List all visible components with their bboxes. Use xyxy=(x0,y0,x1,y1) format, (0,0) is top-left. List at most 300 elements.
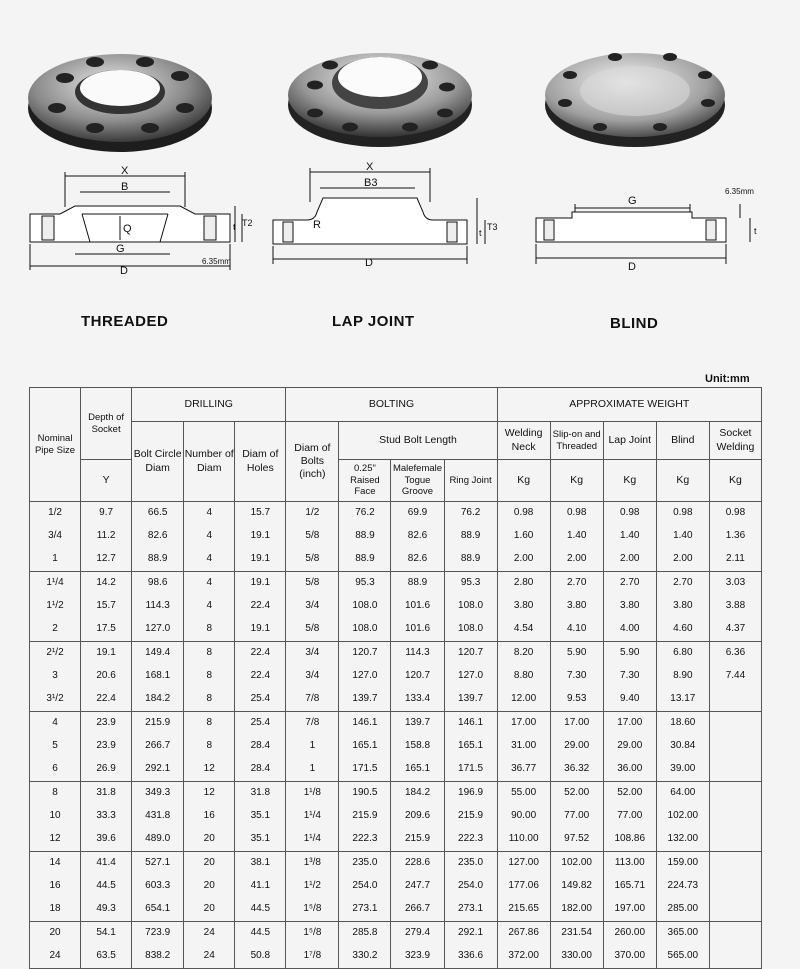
table-cell: 7.44 xyxy=(709,665,761,688)
table-cell: 182.00 xyxy=(550,898,603,922)
table-cell: 2.00 xyxy=(603,548,656,572)
table-cell: 22.4 xyxy=(235,665,286,688)
table-cell: 370.00 xyxy=(603,945,656,969)
table-cell: 603.3 xyxy=(132,875,184,898)
table-cell: 10 xyxy=(30,805,81,828)
table-cell: 23.9 xyxy=(81,712,132,736)
table-cell: 0.98 xyxy=(709,502,761,526)
kg-unit: Kg xyxy=(709,460,761,502)
table-cell: 30.84 xyxy=(656,735,709,758)
table-cell: 273.1 xyxy=(339,898,391,922)
table-cell: 12 xyxy=(30,828,81,852)
bolting-group-header: BOLTING xyxy=(286,388,497,422)
table-cell: 197.00 xyxy=(603,898,656,922)
table-cell: 139.7 xyxy=(444,688,497,712)
table-cell: 2.00 xyxy=(550,548,603,572)
table-cell: 14 xyxy=(30,852,81,876)
col-lap-joint: Lap Joint xyxy=(603,422,656,460)
table-cell: 29.00 xyxy=(550,735,603,758)
table-cell: 17.00 xyxy=(603,712,656,736)
table-cell: 231.54 xyxy=(550,922,603,946)
table-cell: 36.77 xyxy=(497,758,550,782)
table-cell: 215.9 xyxy=(444,805,497,828)
table-cell: 36.00 xyxy=(603,758,656,782)
table-cell: 1 xyxy=(286,758,339,782)
table-cell: 25.4 xyxy=(235,688,286,712)
table-row xyxy=(30,595,762,618)
table-cell: 18.60 xyxy=(656,712,709,736)
table-row xyxy=(30,712,762,736)
table-cell: 26.9 xyxy=(81,758,132,782)
lap-joint-flange-photo xyxy=(285,35,475,150)
table-cell: 8.20 xyxy=(497,642,550,666)
table-cell: 44.5 xyxy=(81,875,132,898)
table-cell: 28.4 xyxy=(235,758,286,782)
table-cell: 110.00 xyxy=(497,828,550,852)
table-cell xyxy=(709,688,761,712)
table-cell: 127.0 xyxy=(132,618,184,642)
table-cell: 22.4 xyxy=(81,688,132,712)
dim-mm: 6.35mm xyxy=(202,257,231,266)
table-cell: 16 xyxy=(184,805,235,828)
table-cell: 171.5 xyxy=(339,758,391,782)
table-cell: 7/8 xyxy=(286,688,339,712)
table-cell: 336.6 xyxy=(444,945,497,969)
table-cell xyxy=(709,735,761,758)
dim-d: D xyxy=(120,265,128,277)
table-cell: 168.1 xyxy=(132,665,184,688)
table-cell: 76.2 xyxy=(339,502,391,526)
table-cell: 7.30 xyxy=(550,665,603,688)
table-cell: 7.30 xyxy=(603,665,656,688)
kg-unit: Kg xyxy=(497,460,550,502)
table-cell: 4.00 xyxy=(603,618,656,642)
table-cell: 18 xyxy=(30,898,81,922)
table-cell: 215.65 xyxy=(497,898,550,922)
kg-unit: Kg xyxy=(656,460,709,502)
table-cell: 1¹/2 xyxy=(286,875,339,898)
col-male-female-groove: Malefemale Togue Groove xyxy=(391,460,444,502)
depth-unit-y: Y xyxy=(81,460,132,502)
table-cell: 365.00 xyxy=(656,922,709,946)
table-cell: 254.0 xyxy=(339,875,391,898)
table-cell: 222.3 xyxy=(339,828,391,852)
table-cell xyxy=(709,852,761,876)
table-cell: 8 xyxy=(184,665,235,688)
table-cell: 95.3 xyxy=(339,572,391,596)
dim-x: X xyxy=(121,165,129,177)
table-cell: 3 xyxy=(30,665,81,688)
table-cell: 20 xyxy=(184,898,235,922)
table-cell: 8 xyxy=(184,618,235,642)
table-cell: 5/8 xyxy=(286,525,339,548)
table-row xyxy=(30,805,762,828)
lap-joint-flange-drawing xyxy=(265,161,498,272)
dim-g: G xyxy=(116,243,125,255)
table-cell: 247.7 xyxy=(391,875,444,898)
table-cell: 565.00 xyxy=(656,945,709,969)
table-cell: 19.1 xyxy=(235,525,286,548)
table-cell: 39.00 xyxy=(656,758,709,782)
table-cell xyxy=(709,758,761,782)
table-cell: 120.7 xyxy=(391,665,444,688)
spec-table-body xyxy=(30,502,762,969)
table-cell: 222.3 xyxy=(444,828,497,852)
col-socket-welding: Socket Welding xyxy=(709,422,761,460)
table-cell: 36.32 xyxy=(550,758,603,782)
table-cell: 139.7 xyxy=(391,712,444,736)
table-cell: 19.1 xyxy=(81,642,132,666)
table-cell xyxy=(709,945,761,969)
table-cell: 33.3 xyxy=(81,805,132,828)
table-cell: 82.6 xyxy=(132,525,184,548)
flange-spec-table xyxy=(29,387,762,969)
table-cell: 4.10 xyxy=(550,618,603,642)
unit-label: Unit:mm xyxy=(705,373,750,385)
table-cell: 6 xyxy=(30,758,81,782)
table-cell: 132.00 xyxy=(656,828,709,852)
table-cell: 1.36 xyxy=(709,525,761,548)
table-cell: 1⁷/8 xyxy=(286,945,339,969)
table-cell: 44.5 xyxy=(235,898,286,922)
table-cell: 29.00 xyxy=(603,735,656,758)
dim-q: Q xyxy=(123,223,132,235)
table-cell: 267.86 xyxy=(497,922,550,946)
table-cell: 31.00 xyxy=(497,735,550,758)
dim-mm: 6.35mm xyxy=(725,187,754,196)
table-cell: 114.3 xyxy=(132,595,184,618)
table-cell: 22.4 xyxy=(235,595,286,618)
table-cell: 2.70 xyxy=(550,572,603,596)
table-cell: 114.3 xyxy=(391,642,444,666)
table-cell: 4 xyxy=(184,525,235,548)
table-cell: 0.98 xyxy=(497,502,550,526)
table-cell: 98.6 xyxy=(132,572,184,596)
table-cell: 17.00 xyxy=(550,712,603,736)
table-cell: 3.80 xyxy=(550,595,603,618)
table-cell: 1¹/4 xyxy=(286,828,339,852)
table-cell: 4.60 xyxy=(656,618,709,642)
table-cell: 431.8 xyxy=(132,805,184,828)
table-cell: 209.6 xyxy=(391,805,444,828)
table-cell: 838.2 xyxy=(132,945,184,969)
table-cell: 66.5 xyxy=(132,502,184,526)
table-cell: 1¹/4 xyxy=(286,805,339,828)
table-cell: 3/4 xyxy=(286,595,339,618)
dim-t: t xyxy=(479,228,482,238)
table-cell: 273.1 xyxy=(444,898,497,922)
stud-bolt-length-header: Stud Bolt Length xyxy=(339,422,497,460)
table-cell: 8 xyxy=(184,712,235,736)
table-cell: 90.00 xyxy=(497,805,550,828)
dim-t2: T2 xyxy=(242,218,253,228)
table-cell: 1¹/4 xyxy=(30,572,81,596)
table-cell: 77.00 xyxy=(603,805,656,828)
table-cell: 24 xyxy=(184,922,235,946)
table-cell: 266.7 xyxy=(391,898,444,922)
table-row xyxy=(30,922,762,946)
table-cell: 38.1 xyxy=(235,852,286,876)
table-cell: 12 xyxy=(184,758,235,782)
table-cell: 4 xyxy=(184,548,235,572)
table-cell: 372.00 xyxy=(497,945,550,969)
table-cell: 1/2 xyxy=(286,502,339,526)
table-cell: 127.00 xyxy=(497,852,550,876)
col-raised-face: 0.25" Raised Face xyxy=(339,460,391,502)
table-cell: 4 xyxy=(30,712,81,736)
table-cell: 3.03 xyxy=(709,572,761,596)
table-cell: 41.1 xyxy=(235,875,286,898)
table-cell: 102.00 xyxy=(656,805,709,828)
table-cell: 64.00 xyxy=(656,782,709,806)
table-cell: 25.4 xyxy=(235,712,286,736)
kg-unit: Kg xyxy=(603,460,656,502)
table-cell: 196.9 xyxy=(444,782,497,806)
table-cell: 292.1 xyxy=(132,758,184,782)
table-cell: 723.9 xyxy=(132,922,184,946)
table-cell: 9.40 xyxy=(603,688,656,712)
table-cell: 149.82 xyxy=(550,875,603,898)
table-cell: 8 xyxy=(184,735,235,758)
table-cell: 31.8 xyxy=(81,782,132,806)
table-cell: 2.70 xyxy=(656,572,709,596)
threaded-caption: THREADED xyxy=(81,313,169,330)
table-row xyxy=(30,758,762,782)
table-cell: 1³/8 xyxy=(286,852,339,876)
table-cell: 22.4 xyxy=(235,642,286,666)
table-cell: 102.00 xyxy=(550,852,603,876)
table-row xyxy=(30,875,762,898)
table-cell: 8 xyxy=(30,782,81,806)
table-cell: 50.8 xyxy=(235,945,286,969)
col-nominal-pipe-size: Nominal Pipe Size xyxy=(30,388,81,502)
table-cell: 215.9 xyxy=(391,828,444,852)
table-cell: 146.1 xyxy=(339,712,391,736)
blind-flange-photo xyxy=(540,35,730,150)
dim-d: D xyxy=(628,261,636,273)
table-cell: 2 xyxy=(30,618,81,642)
table-cell: 16 xyxy=(30,875,81,898)
table-cell: 2.00 xyxy=(656,548,709,572)
table-cell: 4 xyxy=(184,502,235,526)
table-cell: 8.90 xyxy=(656,665,709,688)
table-cell: 2.11 xyxy=(709,548,761,572)
table-cell: 1 xyxy=(30,548,81,572)
table-cell: 20 xyxy=(184,828,235,852)
table-cell: 285.00 xyxy=(656,898,709,922)
table-cell: 12.7 xyxy=(81,548,132,572)
table-cell: 19.1 xyxy=(235,572,286,596)
table-cell: 165.1 xyxy=(391,758,444,782)
table-row xyxy=(30,735,762,758)
table-cell: 3/4 xyxy=(286,665,339,688)
table-cell: 88.9 xyxy=(339,548,391,572)
table-cell: 9.7 xyxy=(81,502,132,526)
table-cell: 228.6 xyxy=(391,852,444,876)
dim-d: D xyxy=(365,257,373,269)
table-cell: 77.00 xyxy=(550,805,603,828)
table-cell: 235.0 xyxy=(444,852,497,876)
table-cell: 108.0 xyxy=(444,595,497,618)
table-cell: 1/2 xyxy=(30,502,81,526)
table-cell xyxy=(709,712,761,736)
table-cell: 3.80 xyxy=(656,595,709,618)
table-cell: 13.17 xyxy=(656,688,709,712)
table-row xyxy=(30,618,762,642)
table-cell: 24 xyxy=(30,945,81,969)
table-cell: 3/4 xyxy=(30,525,81,548)
table-cell: 1.40 xyxy=(550,525,603,548)
table-cell: 108.0 xyxy=(444,618,497,642)
table-cell: 41.4 xyxy=(81,852,132,876)
table-cell: 88.9 xyxy=(444,525,497,548)
col-blind: Blind xyxy=(656,422,709,460)
table-cell: 15.7 xyxy=(235,502,286,526)
table-row xyxy=(30,828,762,852)
table-cell: 2¹/2 xyxy=(30,642,81,666)
table-cell: 158.8 xyxy=(391,735,444,758)
table-cell: 165.1 xyxy=(339,735,391,758)
table-cell: 101.6 xyxy=(391,595,444,618)
table-cell: 28.4 xyxy=(235,735,286,758)
table-cell: 5.90 xyxy=(603,642,656,666)
table-cell: 5 xyxy=(30,735,81,758)
table-cell: 0.98 xyxy=(550,502,603,526)
dim-x: X xyxy=(366,161,374,173)
table-cell: 15.7 xyxy=(81,595,132,618)
table-cell: 23.9 xyxy=(81,735,132,758)
table-cell: 88.9 xyxy=(339,525,391,548)
table-cell: 1¹/2 xyxy=(30,595,81,618)
table-cell: 285.8 xyxy=(339,922,391,946)
table-cell: 1.40 xyxy=(656,525,709,548)
table-cell: 133.4 xyxy=(391,688,444,712)
table-cell: 1⁵/8 xyxy=(286,898,339,922)
table-cell: 527.1 xyxy=(132,852,184,876)
table-cell: 330.2 xyxy=(339,945,391,969)
table-cell: 224.73 xyxy=(656,875,709,898)
col-diam-of-bolts: Diam of Bolts (inch) xyxy=(286,422,339,502)
col-number-of-holes: Number of Diam xyxy=(184,422,235,502)
dim-b3: B3 xyxy=(364,177,378,189)
table-row xyxy=(30,945,762,969)
col-welding-neck: Welding Neck xyxy=(497,422,550,460)
table-cell: 5.90 xyxy=(550,642,603,666)
col-bolt-circle-diam: Bolt Circle Diam xyxy=(132,422,184,502)
dim-b: B xyxy=(121,181,129,193)
blind-flange-drawing xyxy=(530,180,770,275)
table-cell: 2.80 xyxy=(497,572,550,596)
dim-t3: T3 xyxy=(487,222,498,232)
table-cell: 108.86 xyxy=(603,828,656,852)
table-cell: 171.5 xyxy=(444,758,497,782)
col-depth-of-socket: Depth of Socket xyxy=(81,388,132,460)
table-row xyxy=(30,852,762,876)
table-cell: 165.1 xyxy=(444,735,497,758)
table-cell: 330.00 xyxy=(550,945,603,969)
table-cell: 1⁵/8 xyxy=(286,922,339,946)
table-cell: 184.2 xyxy=(132,688,184,712)
col-diam-of-holes: Diam of Holes xyxy=(235,422,286,502)
table-cell: 101.6 xyxy=(391,618,444,642)
table-cell: 95.3 xyxy=(444,572,497,596)
table-cell xyxy=(709,782,761,806)
table-cell: 24 xyxy=(184,945,235,969)
table-cell: 120.7 xyxy=(444,642,497,666)
table-cell: 254.0 xyxy=(444,875,497,898)
table-cell: 113.00 xyxy=(603,852,656,876)
table-row xyxy=(30,688,762,712)
table-cell: 292.1 xyxy=(444,922,497,946)
table-cell: 55.00 xyxy=(497,782,550,806)
table-cell: 2.70 xyxy=(603,572,656,596)
table-row xyxy=(30,525,762,548)
table-cell: 266.7 xyxy=(132,735,184,758)
table-cell: 8 xyxy=(184,688,235,712)
table-cell: 44.5 xyxy=(235,922,286,946)
table-cell: 0.98 xyxy=(603,502,656,526)
dim-r: R xyxy=(313,219,321,231)
table-cell: 1.60 xyxy=(497,525,550,548)
table-cell: 5/8 xyxy=(286,618,339,642)
table-cell: 69.9 xyxy=(391,502,444,526)
table-cell: 215.9 xyxy=(132,712,184,736)
table-cell: 54.1 xyxy=(81,922,132,946)
threaded-flange-drawing xyxy=(20,162,253,282)
table-cell: 20 xyxy=(184,875,235,898)
table-cell: 17.5 xyxy=(81,618,132,642)
table-cell: 3¹/2 xyxy=(30,688,81,712)
table-cell: 215.9 xyxy=(339,805,391,828)
table-cell: 349.3 xyxy=(132,782,184,806)
table-cell: 7/8 xyxy=(286,712,339,736)
table-cell: 108.0 xyxy=(339,595,391,618)
table-cell: 35.1 xyxy=(235,828,286,852)
table-cell: 88.9 xyxy=(444,548,497,572)
table-cell: 3.88 xyxy=(709,595,761,618)
drilling-group-header: DRILLING xyxy=(132,388,286,422)
table-cell: 0.98 xyxy=(656,502,709,526)
col-slip-on-threaded: Slip-on and Threaded xyxy=(550,422,603,460)
table-cell: 20 xyxy=(184,852,235,876)
table-cell: 489.0 xyxy=(132,828,184,852)
table-cell: 52.00 xyxy=(550,782,603,806)
table-cell: 31.8 xyxy=(235,782,286,806)
dim-t: t xyxy=(754,226,757,236)
table-cell: 127.0 xyxy=(339,665,391,688)
table-cell: 88.9 xyxy=(391,572,444,596)
table-cell xyxy=(709,898,761,922)
table-cell: 20.6 xyxy=(81,665,132,688)
table-row xyxy=(30,665,762,688)
table-cell: 4 xyxy=(184,595,235,618)
dim-g: G xyxy=(628,195,637,207)
table-cell: 3.80 xyxy=(603,595,656,618)
table-cell: 82.6 xyxy=(391,525,444,548)
table-cell: 165.71 xyxy=(603,875,656,898)
table-cell: 12 xyxy=(184,782,235,806)
table-cell: 88.9 xyxy=(132,548,184,572)
table-cell: 52.00 xyxy=(603,782,656,806)
dim-t: t xyxy=(233,222,236,232)
approx-weight-group-header: APPROXIMATE WEIGHT xyxy=(497,388,761,422)
table-cell: 5/8 xyxy=(286,572,339,596)
blind-caption: BLIND xyxy=(610,315,659,332)
table-cell: 184.2 xyxy=(391,782,444,806)
table-cell: 19.1 xyxy=(235,618,286,642)
table-cell: 1.40 xyxy=(603,525,656,548)
table-cell: 82.6 xyxy=(391,548,444,572)
